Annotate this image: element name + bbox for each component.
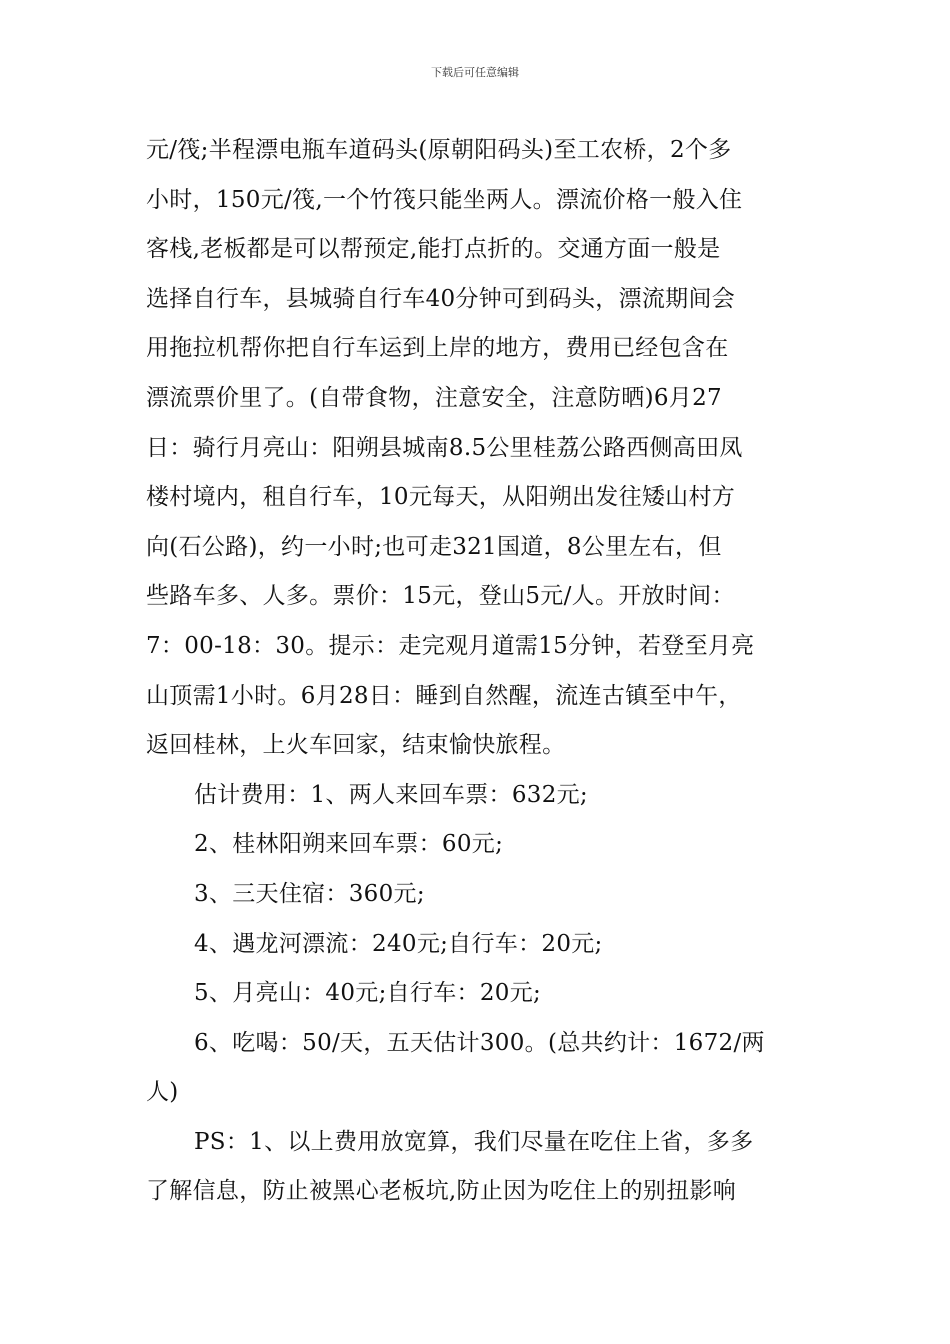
- text-line: 了解信息，防止被黑心老板坑,防止因为吃住上的别扭影响: [146, 1178, 737, 1205]
- text-line: 返回桂林，上火车回家，结束愉快旅程。: [146, 732, 566, 759]
- text-line: 小时，150元/筏,一个竹筏只能坐两人。漂流价格一般入住: [146, 186, 743, 213]
- text-line: 山顶需1小时。6月28日：睡到自然醒，流连古镇至中午，: [146, 682, 742, 709]
- cost-item: 6、吃喝：50/天，五天估计300。(总共约计：1672/两: [194, 1029, 765, 1056]
- text-line: 选择自行车，县城骑自行车40分钟可到码头，漂流期间会: [146, 285, 736, 312]
- text-line: 些路车多、人多。票价：15元，登山5元/人。开放时间：: [146, 583, 735, 610]
- page-header: 下载后可任意编辑: [431, 66, 519, 79]
- cost-item: 5、月亮山：40元;自行车：20元;: [194, 980, 542, 1007]
- text-line: 日：骑行月亮山：阳朔县城南8.5公里桂荔公路西侧高田凤: [146, 434, 743, 461]
- text-line: 客栈,老板都是可以帮预定,能打点折的。交通方面一般是: [146, 236, 721, 263]
- text-line: 楼村境内，租自行车，10元每天，从阳朔出发往矮山村方: [146, 484, 736, 511]
- text-line: 向(石公路)，约一小时;也可走321国道，8公里左右，但: [146, 533, 722, 560]
- document-body: [146, 126, 826, 1217]
- cost-heading-line: 估计费用：1、两人来回车票：632元;: [194, 781, 588, 808]
- text-line: 用拖拉机帮你把自行车运到上岸的地方，费用已经包含在: [146, 335, 729, 362]
- cost-item: 4、遇龙河漂流：240元;自行车：20元;: [194, 930, 603, 957]
- cost-item: 3、三天住宿：360元;: [194, 880, 425, 907]
- ps-line: PS：1、以上费用放宽算，我们尽量在吃住上省，多多: [194, 1128, 754, 1155]
- cost-item: 2、桂林阳朔来回车票：60元;: [194, 831, 504, 858]
- text-line: 漂流票价里了。(自带食物，注意安全，注意防晒)6月27: [146, 384, 722, 411]
- text-line: 人): [146, 1079, 179, 1106]
- text-line: 元/筏;半程漂电瓶车道码头(原朝阳码头)至工农桥，2个多: [146, 137, 732, 163]
- text-line: 7：00-18：30。提示：走完观月道需15分钟，若登至月亮: [146, 632, 755, 659]
